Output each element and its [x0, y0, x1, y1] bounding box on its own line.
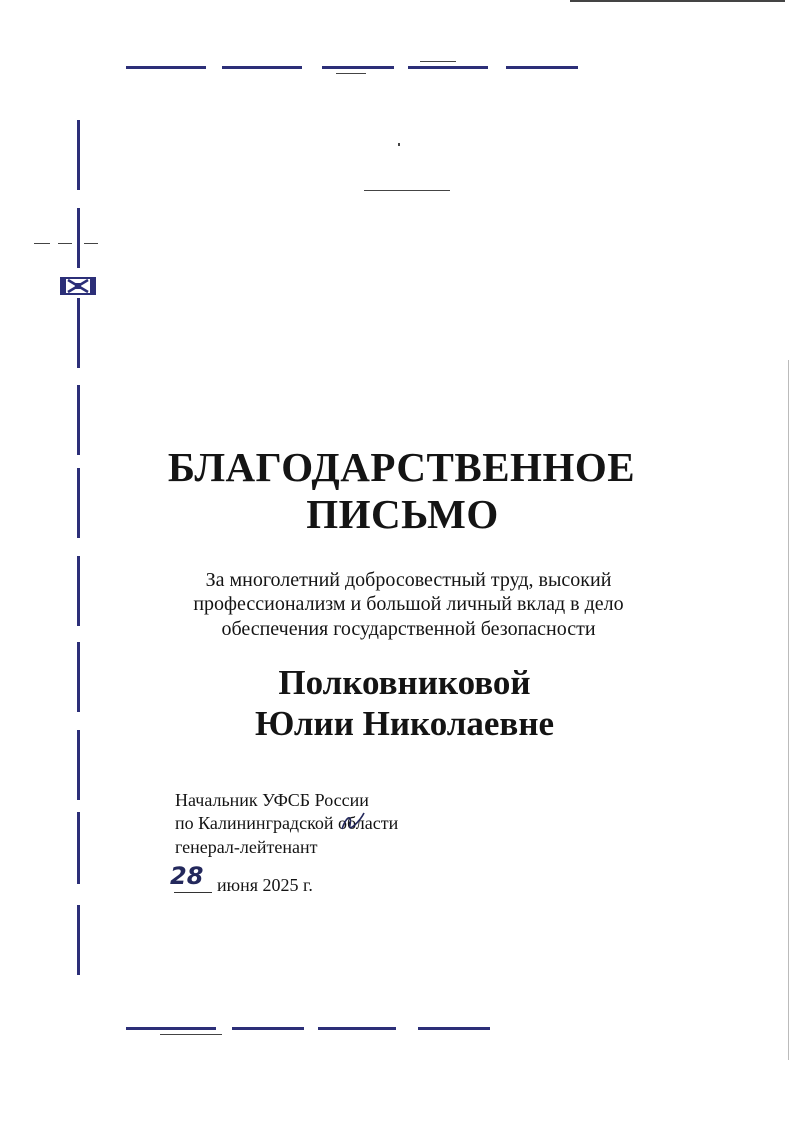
- emblem-icon: [60, 275, 96, 297]
- scan-edge-right: [788, 360, 789, 1060]
- reason-line1: За многолетний добросовестный труд, высокий: [205, 569, 612, 591]
- reason-line3: обеспечения государственной безопасности: [221, 618, 596, 640]
- date-day-handwritten: 28: [170, 862, 204, 890]
- frame-dash-left: [77, 208, 80, 268]
- frame-dash-top: [506, 66, 578, 69]
- frame-dash-top-thin: [420, 61, 456, 62]
- frame-dash-left: [77, 812, 80, 884]
- frame-dash-top-thin: [336, 73, 366, 74]
- signature-mark-icon: [338, 807, 368, 837]
- frame-dash-top: [222, 66, 302, 69]
- frame-dash-top: [322, 66, 394, 69]
- scan-dot: [398, 143, 400, 146]
- frame-dash-bottom-thin: [160, 1034, 222, 1035]
- frame-dash-left-small: [84, 243, 98, 244]
- signatory-position: Начальник УФСБ России: [175, 790, 369, 810]
- frame-dash-bottom: [318, 1027, 396, 1030]
- recipient-given-names: Юлии Николаевне: [254, 704, 555, 743]
- frame-dash-left: [77, 905, 80, 975]
- signatory-region: по Калининградской области: [175, 813, 399, 833]
- short-rule: [364, 190, 450, 191]
- recipient-surname: Полковниковой: [278, 663, 531, 702]
- date-month-year: июня 2025 г.: [217, 875, 313, 895]
- frame-dash-top: [408, 66, 488, 69]
- frame-dash-left: [77, 298, 80, 368]
- frame-dash-bottom: [232, 1027, 304, 1030]
- frame-dash-left-small: [58, 243, 72, 244]
- letter-title-line2: ПИСЬМО: [306, 491, 499, 537]
- frame-dash-left: [77, 120, 80, 190]
- reason-line2: профессионализм и большой личный вклад в дело: [193, 593, 624, 615]
- signatory-rank: генерал-лейтенант: [175, 837, 318, 857]
- frame-dash-bottom: [418, 1027, 490, 1030]
- frame-dash-bottom: [126, 1027, 216, 1030]
- letter-title-line1: БЛАГОДАРСТВЕННОЕ: [167, 444, 636, 490]
- frame-dash-top: [126, 66, 206, 69]
- scan-edge-top: [570, 0, 785, 2]
- date-day-underline: [174, 892, 212, 893]
- frame-dash-left-small: [34, 243, 50, 244]
